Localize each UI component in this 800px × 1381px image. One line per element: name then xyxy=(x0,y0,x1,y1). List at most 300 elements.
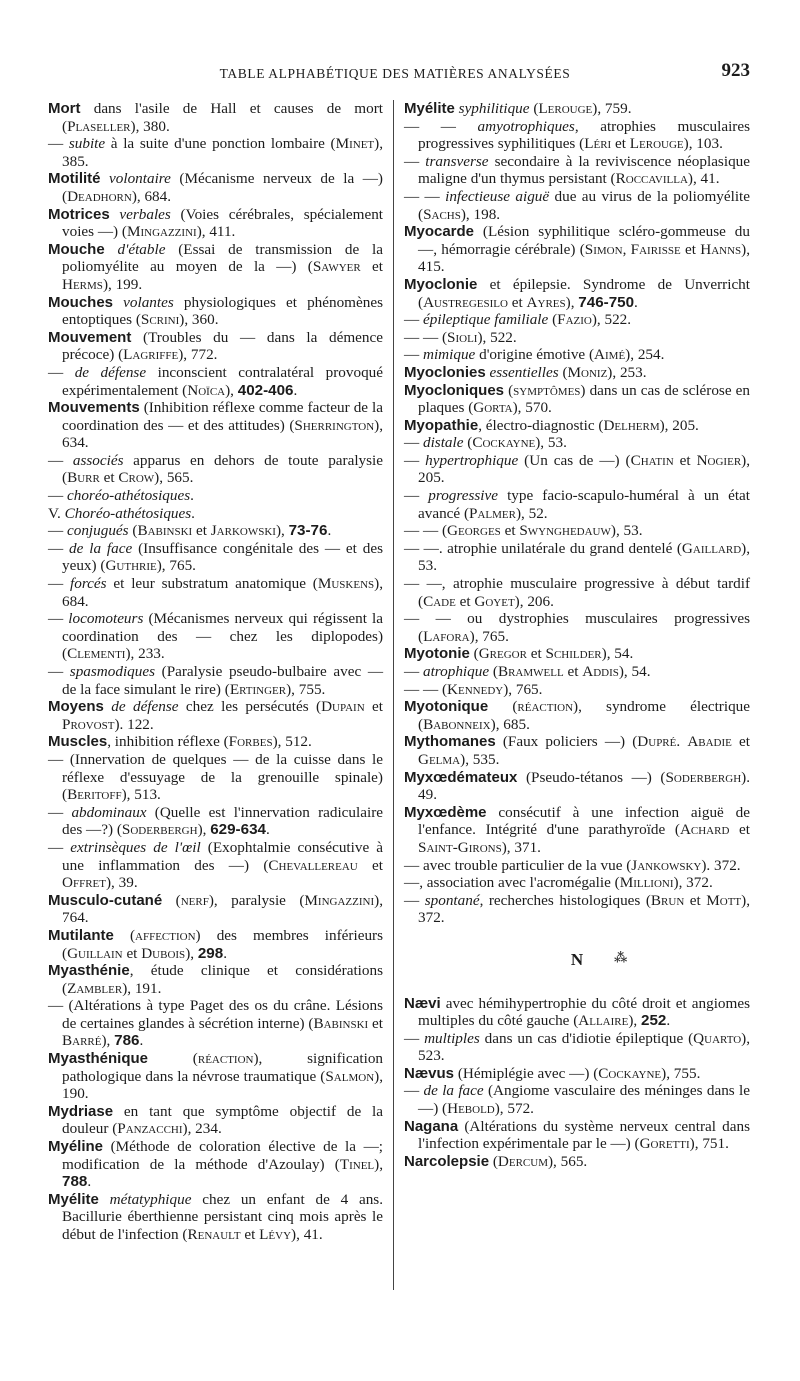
entry-text: en tant que symptôme objectif de la douleur ( xyxy=(62,1102,383,1138)
entry-dash: — xyxy=(48,997,69,1015)
entry-dash: — xyxy=(404,311,423,329)
entry-text: dans l'asile de Hall et causes de mort ( xyxy=(62,100,383,135)
entry-text: , étude clinique et considérations ( xyxy=(62,962,383,997)
entry-text: . xyxy=(666,1012,671,1030)
entry-headword: Musculo-cutané xyxy=(48,891,163,909)
entry-dash: — xyxy=(48,750,70,768)
entry-text: ), 253. xyxy=(607,363,647,381)
entry-text: ), 755. xyxy=(286,680,326,698)
index-entry xyxy=(48,575,383,610)
entry-text: et xyxy=(192,522,211,540)
entry-author: Sawyer xyxy=(312,258,361,276)
entry-text: atrophie unilatérale du grand dentelé ( xyxy=(447,539,682,557)
entry-dash: — xyxy=(404,1082,424,1100)
index-entry xyxy=(404,1153,750,1171)
entry-dash: — xyxy=(48,487,67,505)
entry-page-bold: 788 xyxy=(62,1173,88,1191)
entry-author: Brun xyxy=(650,891,685,909)
entry-author: Babinski xyxy=(313,1014,369,1032)
entry-author: Chatin xyxy=(630,451,674,469)
index-entry xyxy=(404,1030,750,1065)
entry-qualifier: associés xyxy=(72,451,124,469)
entry-dash: — xyxy=(404,663,423,680)
entry-author: Nogier xyxy=(696,451,742,469)
entry-text: ( xyxy=(489,1152,498,1170)
entry-headword: Nævi xyxy=(404,994,441,1012)
entry-author: Chevallereau xyxy=(268,856,358,874)
entry-text: ) dans un cas de sclérose en plaques ( xyxy=(418,381,751,417)
entry-qualifier: épileptique familiale xyxy=(422,311,549,329)
entry-text: (Méthode de coloration élective de la —; modification de la méthode d'Azoulay) ( xyxy=(62,1138,383,1173)
entry-author: Cockayne xyxy=(472,434,536,452)
entry-headword: Nagana xyxy=(404,1117,459,1135)
entry-author: Lerouge xyxy=(538,100,593,117)
index-entry xyxy=(48,522,383,540)
entry-text: chez les persécutés ( xyxy=(178,698,322,716)
index-entry xyxy=(48,663,383,698)
entry-text: type facio-scapulo-huméral à un état avancé ( xyxy=(418,487,750,522)
entry-headword: Nævus xyxy=(404,1064,455,1082)
entry-author: Addis xyxy=(582,663,619,680)
entry-dash: — — xyxy=(404,117,478,135)
entry-author: Goretti xyxy=(639,1135,690,1153)
entry-headword: Myéline xyxy=(48,1138,104,1156)
entry-text: apparus en dehors de toute paralysie ( xyxy=(62,451,384,487)
entry-text: et xyxy=(526,645,546,663)
entry-author: Babinski xyxy=(137,522,193,540)
entry-text: ), xyxy=(628,1012,641,1030)
entry-author: Mott xyxy=(706,891,742,909)
entry-text: (Lésion syphilitique scléro-gommeuse du —, hémorragie cérébrale) ( xyxy=(418,223,750,258)
entry-author: Georges xyxy=(447,522,501,540)
running-head: TABLE ALPHABÉTIQUE DES MATIÈRES ANALYSÉES xyxy=(219,66,571,81)
entry-qualifier: verbales xyxy=(119,205,171,223)
entry-author: Hanns xyxy=(700,240,742,258)
index-entry xyxy=(48,610,383,663)
entry-text: ), 198. xyxy=(460,205,501,223)
entry-text: ), 512. xyxy=(272,733,312,751)
entry-text: (Mécanismes nerveux qui régissent la coordination des — chez les diplopodes) ( xyxy=(62,610,383,663)
entry-headword: Mutilante xyxy=(48,926,114,944)
entry-author: Salmon xyxy=(325,1067,375,1085)
entry-text: ), 570. xyxy=(512,399,552,417)
entry-author: Panzacchi xyxy=(117,1120,183,1138)
entry-text: et xyxy=(611,135,630,153)
entry-page-bold: 786 xyxy=(114,1032,140,1050)
entry-author: Goyet xyxy=(474,592,515,610)
entry-text: ), 205. xyxy=(659,416,699,434)
entry-author: Gorta xyxy=(473,399,513,417)
entry-headword: Myasthénique xyxy=(48,1050,149,1068)
entry-text: ), 53. xyxy=(610,522,643,540)
entry-text: . xyxy=(265,821,270,839)
index-entry xyxy=(48,135,383,170)
entry-text: ), 190. xyxy=(62,1067,383,1103)
index-entry xyxy=(404,188,750,223)
entry-text: ( xyxy=(529,100,539,117)
entry-text: , xyxy=(622,240,631,258)
section-letter-label: N xyxy=(570,949,584,969)
entry-author: Palmer xyxy=(469,504,516,522)
entry-text: (Inhibition réflexe comme facteur de la coordination des — et des attitudes) ( xyxy=(62,399,383,434)
entry-text: ou dystrophies musculaires progressives ( xyxy=(418,610,750,645)
entry-headword: Myxœdème xyxy=(404,803,487,821)
entry-qualifier: atrophique xyxy=(422,663,490,680)
entry-text: . xyxy=(190,487,194,505)
entry-dash: — xyxy=(48,451,73,469)
entry-text: et xyxy=(368,1014,383,1032)
entry-headword: Mydriase xyxy=(48,1102,114,1120)
entry-qualifier: infectieuse aiguë xyxy=(445,187,550,205)
entry-author: Saint-Girons xyxy=(418,838,502,856)
index-entry xyxy=(404,346,750,364)
entry-text: et xyxy=(507,293,527,311)
entry-text: secondaire à la reviviscence néoplasique maligne d'un thymus persistant ( xyxy=(418,152,750,188)
entry-text: ( xyxy=(548,311,558,329)
index-entry xyxy=(404,417,750,435)
entry-text: ), 684. xyxy=(62,575,383,610)
entry-author: Deadhorn xyxy=(67,187,132,205)
entry-text: (Quelle est l'innervation radiculaire des —?) ( xyxy=(62,803,383,839)
entry-author: Provost xyxy=(62,715,115,733)
entry-text: (Pseudo-tétanos —) ( xyxy=(517,768,666,786)
entry-author: Bramwell xyxy=(497,663,564,680)
entry-text: et xyxy=(729,821,750,839)
entry-qualifier: locomoteurs xyxy=(68,610,144,628)
index-entry xyxy=(48,962,383,997)
entry-text: ), 513. xyxy=(121,786,161,804)
entry-text: ( xyxy=(463,434,473,452)
entry-author: symptômes xyxy=(513,381,581,399)
entry-text: physiologiques et phénomènes entoptiques ( xyxy=(62,293,383,329)
entry-headword: Myotonie xyxy=(404,645,470,663)
entry-text: ), 372. xyxy=(673,874,713,892)
entry-dash: — xyxy=(48,663,70,680)
index-entry xyxy=(48,1138,383,1191)
entry-qualifier: métatyphique xyxy=(109,1190,192,1208)
entry-text: ( xyxy=(558,363,568,381)
entry-qualifier: Choréo-athétosiques xyxy=(64,504,192,522)
entry-author: Lerouge xyxy=(629,135,684,153)
entry-author: Abadie xyxy=(687,733,732,751)
entry-author: Muskens xyxy=(317,575,375,593)
entry-text: ), 685. xyxy=(490,715,530,733)
entry-text: ). 122. xyxy=(114,715,154,733)
entry-headword: Myélite xyxy=(404,100,455,117)
index-entry xyxy=(48,329,383,364)
entry-author: affection xyxy=(135,926,196,944)
entry-text: ), 54. xyxy=(601,645,634,663)
entry-author: Kennedy xyxy=(447,680,504,698)
entry-text: (Angiome vasculaire des méninges dans le —) ( xyxy=(418,1082,751,1118)
index-entry xyxy=(48,892,383,927)
entry-text: ( xyxy=(504,381,514,399)
entry-text: atrophie musculaire progressive à début tardif ( xyxy=(418,575,750,610)
entry-author: Ertinger xyxy=(229,680,287,698)
entry-headword: Myopathie xyxy=(404,416,479,434)
entry-qualifier: de défense xyxy=(74,363,147,381)
entry-qualifier: amyotrophiques xyxy=(477,117,575,135)
entry-author: Hebold xyxy=(447,1100,495,1118)
entry-author: Jarkowski xyxy=(210,522,276,540)
entry-author: Minet xyxy=(335,135,375,153)
entry-qualifier: progressive xyxy=(428,487,499,505)
entry-headword: Mouche xyxy=(48,240,105,258)
right-column-m-entries xyxy=(404,100,750,927)
entry-author: Lévy xyxy=(259,1226,292,1243)
entry-headword: Mouvement xyxy=(48,328,132,346)
entry-dash: — xyxy=(404,434,423,452)
entry-qualifier: syphilitique xyxy=(458,100,530,117)
entry-text: , électro-diagnostic ( xyxy=(478,416,604,434)
entry-text xyxy=(101,170,110,187)
entry-text: ), signification pathologique dans la névrose traumatique ( xyxy=(62,1050,384,1085)
entry-qualifier: volontaire xyxy=(109,170,171,188)
entry-text: ), 234. xyxy=(182,1120,222,1138)
entry-dash: —, xyxy=(404,874,427,892)
entry-qualifier: subite xyxy=(68,135,106,153)
entry-text: ), 415. xyxy=(418,240,751,276)
entry-text: (Essai de transmission de la poliomyélite au moyen de la —) ( xyxy=(62,240,384,276)
entry-headword: Moyens xyxy=(48,698,104,716)
entry-qualifier: choréo-athétosiques xyxy=(66,487,191,505)
entry-text: due au virus de la poliomyélite ( xyxy=(418,187,750,223)
entry-text: et xyxy=(455,592,475,610)
entry-page-bold: 252 xyxy=(641,1012,667,1030)
entry-text: ), 41. xyxy=(291,1226,323,1243)
ornament-icon: ⁂ xyxy=(614,949,628,965)
entry-headword: Myasthénie xyxy=(48,962,130,980)
entry-qualifier: transverse xyxy=(425,152,489,170)
entry-text: ), 360. xyxy=(179,311,219,329)
entry-text: ), 53. xyxy=(535,434,567,452)
index-entry xyxy=(48,399,383,452)
entry-text xyxy=(105,241,118,258)
entry-text: association avec l'acromégalie ( xyxy=(426,874,620,892)
entry-text: , atrophies musculaires progressives syphilitiques ( xyxy=(418,117,751,153)
entry-text: (Insuffisance congénitale des — et des yeux) ( xyxy=(62,539,384,575)
entry-text: ), 751. xyxy=(689,1135,729,1153)
entry-text: ( xyxy=(489,663,498,680)
entry-text: ), 52. xyxy=(515,504,548,522)
entry-text: ), xyxy=(185,944,198,962)
entry-text: ), xyxy=(101,1032,115,1050)
index-entry xyxy=(404,329,750,347)
index-entry xyxy=(404,540,750,575)
index-entry xyxy=(48,294,383,329)
entry-text: . xyxy=(139,1032,144,1050)
entry-author: Dercum xyxy=(497,1152,548,1170)
entry-author: Sherrington xyxy=(294,416,375,434)
entry-author: Sioli xyxy=(447,328,478,346)
index-entry xyxy=(48,364,383,399)
entry-author: Babonneix xyxy=(423,715,491,733)
index-entry xyxy=(48,100,383,135)
entry-author: Lagriffe xyxy=(123,346,179,364)
entry-text: et xyxy=(563,663,583,680)
entry-author: Herms xyxy=(62,275,103,293)
entry-qualifier: multiples xyxy=(424,1029,480,1047)
entry-author: Offret xyxy=(62,874,106,892)
entry-text: ), 199. xyxy=(102,275,143,293)
entry-text: ( xyxy=(128,522,138,540)
entry-author: Mingazzini xyxy=(126,223,197,241)
index-entry xyxy=(48,487,383,505)
entry-author: Ayres xyxy=(526,293,566,311)
entry-text: (Un cas de —) ( xyxy=(518,451,631,469)
entry-author: Noïca xyxy=(187,381,226,399)
entry-page-bold: 629-634 xyxy=(210,821,266,839)
entry-dash: V. xyxy=(48,504,65,522)
entry-author: Allaire xyxy=(578,1012,629,1030)
entry-qualifier: de la face xyxy=(423,1082,484,1100)
entry-dash: — —, xyxy=(404,575,454,593)
entry-text: et xyxy=(122,944,142,962)
entry-headword: Mouvements xyxy=(48,399,140,417)
entry-page-bold: 746-750 xyxy=(578,293,635,311)
entry-text: inconscient contralatéral provoqué expérimentalement ( xyxy=(62,363,384,399)
entry-dash: — xyxy=(48,522,67,540)
entry-qualifier: essentielles xyxy=(489,363,559,381)
entry-text: ), 254. xyxy=(625,346,665,364)
entry-text: consécutif à une infection aiguë de l'enfance. Intégrité d'une parathyroïde ( xyxy=(418,803,750,839)
entry-text: ), 39. xyxy=(105,874,138,892)
entry-dash: — xyxy=(48,575,71,593)
entry-author: Léri xyxy=(584,135,612,153)
entry-text: ), 54. xyxy=(618,663,651,680)
entry-headword: Myoclonies xyxy=(404,363,486,381)
entry-text: et xyxy=(673,451,697,469)
entry-author: réaction xyxy=(517,698,574,716)
entry-author: Clementi xyxy=(67,645,126,663)
entry-author: Barré xyxy=(62,1032,102,1050)
entry-headword: Myotonique xyxy=(404,698,489,716)
entry-qualifier: de défense xyxy=(111,698,179,716)
index-entry xyxy=(48,505,383,523)
entry-author: Austregesilo xyxy=(423,293,508,311)
entry-author: Cade xyxy=(423,592,456,610)
entry-text: ), 565. xyxy=(154,469,194,487)
entry-dash: — xyxy=(48,838,71,856)
entry-author: Forbes xyxy=(228,733,273,751)
entry-text: et épilepsie. Syndrome de Unverricht ( xyxy=(418,275,750,311)
entry-headword: Mort xyxy=(48,100,81,117)
entry-dash: — — ( xyxy=(404,680,448,698)
index-entry xyxy=(404,857,750,875)
page-number: 923 xyxy=(721,60,750,81)
entry-text: (Voies cérébrales, spécialement voies —) ( xyxy=(62,205,384,241)
entry-text: ), 565. xyxy=(548,1152,588,1170)
index-entry xyxy=(404,223,750,276)
entry-text: ), 535. xyxy=(460,750,500,768)
entry-text: ), 764. xyxy=(62,891,383,927)
entry-dash: — — ( xyxy=(404,328,448,346)
entry-author: Scrini xyxy=(140,311,180,329)
entry-qualifier: mimique xyxy=(422,346,476,364)
entry-text: ), 765. xyxy=(469,627,509,645)
entry-author: Moniz xyxy=(567,363,608,381)
entry-text: ), syndrome électrique ( xyxy=(418,698,750,733)
entry-text: . xyxy=(676,733,688,751)
index-entry xyxy=(404,804,750,857)
entry-author: nerf xyxy=(180,891,209,909)
entry-text: ), 684. xyxy=(131,187,172,205)
entry-dash: — xyxy=(48,803,72,821)
entry-qualifier: hypertrophique xyxy=(425,451,519,469)
entry-text: ( xyxy=(469,645,479,663)
entry-author: Cockayne xyxy=(598,1064,662,1082)
entry-dash: — xyxy=(404,856,423,874)
index-entry xyxy=(404,892,750,927)
entry-page-bold: 298 xyxy=(197,944,224,962)
entry-author: Fairisse xyxy=(630,240,681,258)
entry-headword: Myocloniques xyxy=(404,381,505,399)
entry-qualifier: volantes xyxy=(123,293,174,311)
entry-text: et xyxy=(360,258,383,276)
entry-text: ). 372. xyxy=(701,856,741,874)
entry-text: ), 522. xyxy=(591,311,632,329)
entry-author: Quarto xyxy=(693,1029,742,1047)
entry-text: ), 53. xyxy=(418,539,751,575)
index-entry xyxy=(404,733,750,768)
index-entry xyxy=(48,1191,383,1244)
entry-headword: Motilité xyxy=(48,170,101,188)
index-entry xyxy=(48,839,383,892)
entry-qualifier: spontané xyxy=(424,891,480,909)
index-entry xyxy=(48,170,383,205)
index-entry xyxy=(404,1082,750,1117)
entry-qualifier: de la face xyxy=(69,539,133,557)
entry-author: Delherm xyxy=(603,416,660,434)
entry-headword: Mouches xyxy=(48,293,114,311)
entry-text: (Altérations du système nerveux central dans l'infection expérimentale par le —) ( xyxy=(418,1117,750,1153)
entry-text: et xyxy=(680,240,701,258)
entry-text: ( xyxy=(113,926,136,944)
entry-text: ). 49. xyxy=(418,768,750,804)
entry-author: Crow xyxy=(118,469,155,487)
entry-author: Soderbergh xyxy=(121,821,198,839)
index-entry xyxy=(48,241,383,294)
index-entry xyxy=(48,927,383,962)
entry-headword: Myélite xyxy=(48,1190,99,1208)
column-divider xyxy=(393,100,394,1290)
entry-text: avec hémihypertrophie du côté droit et angiomes multiples du côté gauche ( xyxy=(418,994,750,1030)
entry-author: Zambler xyxy=(67,979,123,997)
entry-author: Gregor xyxy=(478,645,527,663)
entry-text: ), 759. xyxy=(592,100,632,117)
entry-text: ( xyxy=(162,891,181,909)
entry-text: ), xyxy=(565,293,579,311)
entry-text: ), 41. xyxy=(687,170,720,188)
entry-text: ), xyxy=(197,821,211,839)
entry-dash: — xyxy=(404,346,423,364)
entry-text: (Altérations à type Paget des os du crâne. Lésions de certaines glandes à sécrétion interne) ( xyxy=(62,997,383,1032)
index-entry xyxy=(404,874,750,892)
entry-headword: Motrices xyxy=(48,205,110,223)
entry-author: Guthrie xyxy=(105,557,157,575)
entry-dash: — xyxy=(404,1029,425,1047)
entry-qualifier: spasmodiques xyxy=(69,663,156,680)
entry-text: ), xyxy=(374,1155,383,1173)
entry-author: Burr xyxy=(67,469,100,487)
entry-text: ), 191. xyxy=(122,979,162,997)
entry-dash: — — xyxy=(404,187,446,205)
entry-text: dans un cas d'idiotie épileptique ( xyxy=(479,1029,694,1047)
index-entry xyxy=(404,575,750,610)
index-entry xyxy=(404,645,750,663)
entry-text: (Exophtalmie consécutive à une inflammation des —) ( xyxy=(62,838,384,874)
entry-headword: Mythomanes xyxy=(404,733,496,751)
